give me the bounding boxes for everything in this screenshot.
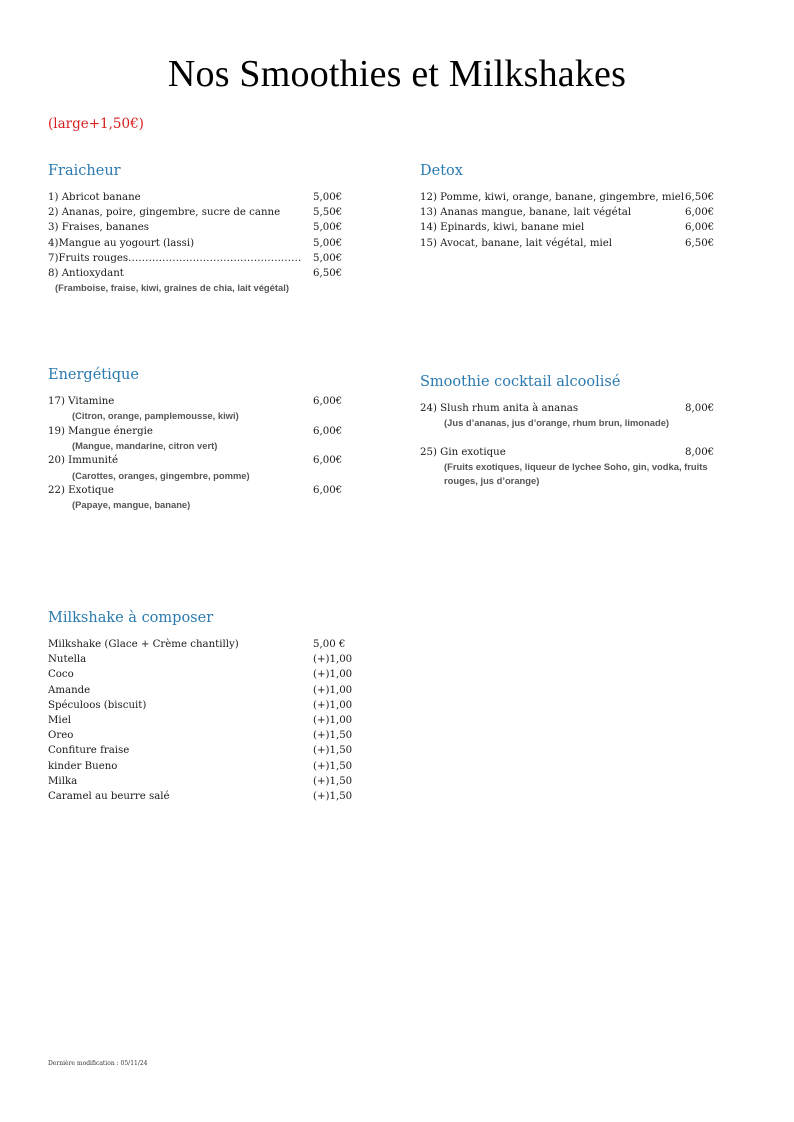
- menu-item: [48, 667, 368, 682]
- menu-item: [48, 394, 348, 409]
- item-name: kinder Bueno: [48, 760, 118, 772]
- item-description: (Framboise, fraise, kiwi, graines de chia, lait végétal): [55, 282, 289, 294]
- section-heading-detox: Detox: [420, 163, 463, 179]
- item-price: 5,00 €: [313, 639, 346, 650]
- item-price: 8,00€: [685, 446, 715, 458]
- menu-item: [48, 190, 348, 205]
- menu-item: [48, 728, 368, 743]
- item-name: 3) Fraises, bananes: [48, 222, 149, 234]
- item-price: (+)1,00: [313, 699, 353, 711]
- item-description: (Jus d’ananas, jus d’orange, rhum brun, limonade): [444, 417, 670, 429]
- item-price: 6,00€: [685, 222, 715, 234]
- item-price: 5,50€: [313, 207, 343, 219]
- item-name: Coco: [48, 669, 74, 681]
- menu-item: [48, 236, 348, 251]
- menu-item: [420, 401, 740, 416]
- menu-item: [48, 637, 368, 652]
- item-name: 15) Avocat, banane, lait végétal, miel: [420, 237, 613, 249]
- item-name: 12) Pomme, kiwi, orange, banane, gingembre, miel: [420, 192, 685, 203]
- item-name: 8) Antioxydant: [48, 267, 124, 279]
- last-modified-footer: Dernière modification : 05/11/24: [48, 1060, 148, 1067]
- item-name: Confiture fraise: [48, 745, 130, 757]
- item-name: 19) Mangue énergie: [48, 425, 153, 437]
- item-price: 6,00€: [685, 207, 715, 219]
- item-name: 25) Gin exotique: [420, 446, 506, 458]
- item-name: Nutella: [48, 654, 87, 666]
- item-name: Amande: [48, 684, 91, 696]
- section-heading-cocktail: Smoothie cocktail alcoolisé: [420, 374, 621, 390]
- menu-item: [48, 698, 368, 713]
- item-name: Spéculoos (biscuit): [48, 699, 147, 711]
- menu-item: [48, 652, 368, 667]
- item-description: (Fruits exotiques, liqueur de lychee Soho, gin, vodka, fruits: [444, 460, 708, 472]
- menu-item: [48, 743, 368, 758]
- menu-item: [420, 445, 740, 460]
- section-cocktail: [420, 374, 740, 489]
- item-price: 6,00€: [313, 485, 343, 497]
- item-price: 6,00€: [313, 425, 343, 437]
- item-name: Milkshake (Glace + Crème chantilly): [48, 639, 239, 650]
- item-price: 5,00€: [313, 222, 343, 234]
- menu-item: [48, 789, 368, 804]
- item-price: 5,00€: [313, 252, 343, 264]
- item-description: (Mangue, mandarine, citron vert): [72, 439, 218, 451]
- item-price: (+)1,00: [313, 654, 353, 666]
- item-price: 6,00€: [313, 455, 343, 467]
- section-fraicheur: [48, 163, 348, 296]
- item-name: 22) Exotique: [48, 485, 114, 497]
- item-name: 2) Ananas, poire, gingembre, sucre de canne: [48, 207, 281, 219]
- item-price: (+)1,50: [313, 730, 353, 742]
- item-name: 17) Vitamine: [48, 396, 115, 407]
- menu-item: [48, 774, 368, 789]
- item-description: (Carottes, oranges, gingembre, pomme): [72, 469, 250, 481]
- item-name: 4)Mangue au yogourt (lassi): [48, 237, 195, 249]
- item-price: 8,00€: [685, 403, 715, 414]
- item-description: rouges, jus d’orange): [444, 475, 540, 487]
- menu-item: [48, 251, 348, 266]
- item-price: (+)1,00: [313, 714, 353, 726]
- item-name: 13) Ananas mangue, banane, lait végétal: [420, 207, 632, 219]
- item-name: Oreo: [48, 730, 74, 742]
- section-milkshake: [48, 610, 368, 804]
- item-price: 6,50€: [685, 192, 715, 203]
- menu-item: [48, 759, 368, 774]
- item-price: (+)1,50: [313, 745, 353, 757]
- item-description: (Papaye, mangue, banane): [72, 499, 191, 511]
- item-price: (+)1,50: [313, 760, 353, 772]
- menu-item: [48, 424, 348, 439]
- item-name: 20) Immunité: [48, 455, 119, 467]
- menu-item: [420, 190, 720, 205]
- item-price: 6,50€: [313, 267, 343, 279]
- section-heading-energetique: Energétique: [48, 367, 139, 383]
- item-name: Caramel au beurre salé: [48, 790, 170, 802]
- item-name: 24) Slush rhum anita à ananas: [420, 403, 579, 414]
- section-heading-milkshake: Milkshake à composer: [48, 610, 214, 626]
- menu-item: [48, 713, 368, 728]
- item-name: 1) Abricot banane: [48, 192, 141, 203]
- item-price: 6,50€: [685, 237, 715, 249]
- item-name: 7)Fruits rouges……………………………………………: [48, 252, 302, 264]
- menu-item: [420, 236, 720, 251]
- item-price: (+)1,50: [313, 775, 353, 787]
- menu-item: [48, 453, 348, 468]
- item-name: Milka: [48, 775, 78, 787]
- item-price: (+)1,00: [313, 684, 353, 696]
- item-price: 5,00€: [313, 192, 343, 203]
- item-price: (+)1,50: [313, 790, 353, 802]
- section-energetique: [48, 367, 348, 513]
- item-description: (Citron, orange, pamplemousse, kiwi): [72, 410, 239, 422]
- menu-item: [48, 220, 348, 235]
- large-size-note: (large+1,50€): [48, 116, 144, 132]
- menu-item: [48, 683, 368, 698]
- menu-item: [420, 205, 720, 220]
- menu-item: [48, 205, 348, 220]
- item-price: 5,00€: [313, 237, 343, 249]
- item-price: 6,00€: [313, 396, 343, 407]
- page-title: Nos Smoothies et Milkshakes: [167, 53, 627, 95]
- item-name: 14) Epinards, kiwi, banane miel: [420, 222, 585, 234]
- item-price: (+)1,00: [313, 669, 353, 681]
- item-name: Miel: [48, 714, 71, 726]
- section-detox: [420, 163, 720, 251]
- section-heading-fraicheur: Fraicheur: [48, 163, 121, 179]
- menu-item: [48, 266, 348, 281]
- menu-item: [420, 220, 720, 235]
- menu-item: [48, 483, 348, 498]
